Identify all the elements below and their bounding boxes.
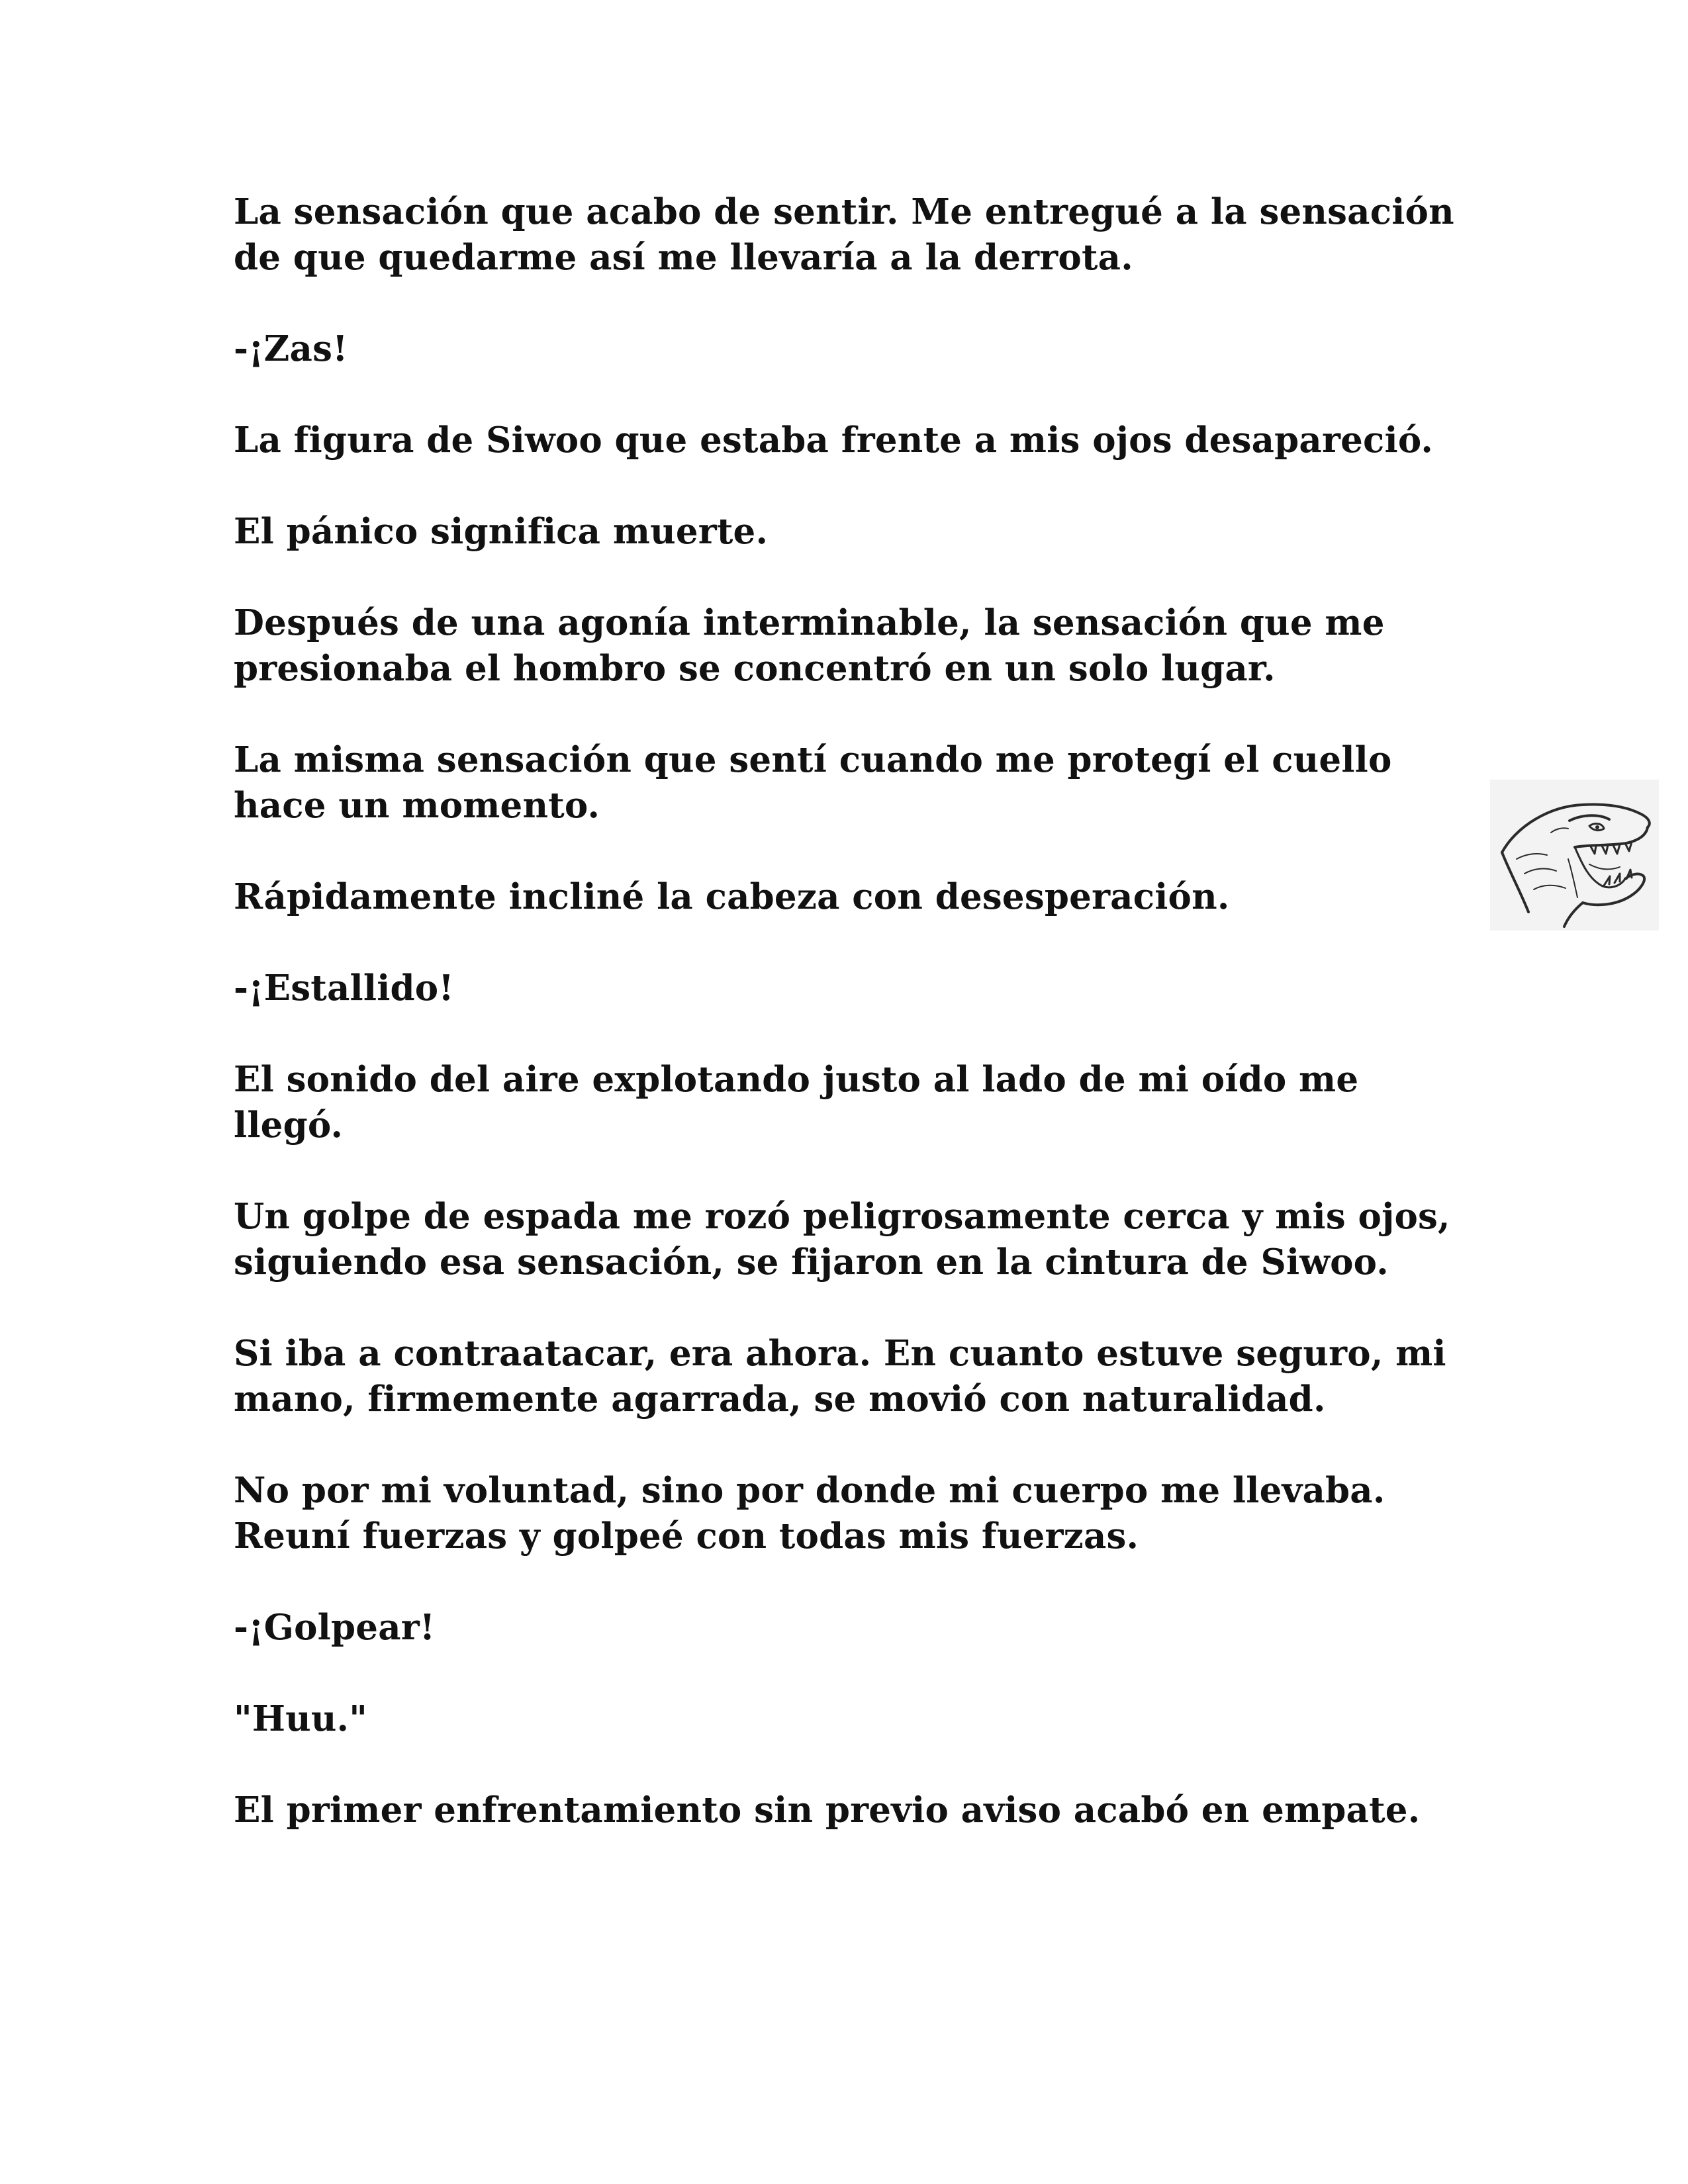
paragraph: -¡Zas! — [234, 328, 348, 369]
paragraph: El pánico significa muerte. — [234, 511, 769, 552]
paragraph: No por mi voluntad, sino por donde mi cuerpo me llevaba. Reuní fuerzas y golpeé con todas mis fuerzas. — [234, 1470, 1385, 1557]
paragraph: Un golpe de espada me rozó peligrosamente cerca y mis ojos, siguiendo esa sensación, se fijaron en la cintura de Siwoo. — [234, 1196, 1450, 1283]
dinosaur-head-icon — [1490, 780, 1659, 931]
paragraph: "Huu." — [234, 1698, 368, 1739]
paragraph: Rápidamente incliné la cabeza con desesperación. — [234, 876, 1230, 917]
paragraph: -¡Golpear! — [234, 1607, 436, 1648]
paragraph: Si iba a contraatacar, era ahora. En cuanto estuve seguro, mi mano, firmemente agarrada, se movió con naturalidad. — [234, 1333, 1446, 1420]
paragraph: La misma sensación que sentí cuando me protegí el cuello hace un momento. — [234, 739, 1392, 826]
paragraph: -¡Estallido! — [234, 968, 454, 1009]
paragraph: Después de una agonía interminable, la sensación que me presionaba el hombro se concentró en un solo lugar. — [234, 602, 1385, 689]
paragraph: El sonido del aire explotando justo al lado de mi oído me llegó. — [234, 1059, 1359, 1146]
body-text — [234, 189, 1524, 1833]
paragraph: La sensación que acabo de sentir. Me entregué a la sensación de que quedarme así me llevaría a la derrota. — [234, 191, 1454, 278]
paragraph: El primer enfrentamiento sin previo aviso acabó en empate. — [234, 1790, 1421, 1831]
paragraph: La figura de Siwoo que estaba frente a mis ojos desapareció. — [234, 420, 1434, 461]
